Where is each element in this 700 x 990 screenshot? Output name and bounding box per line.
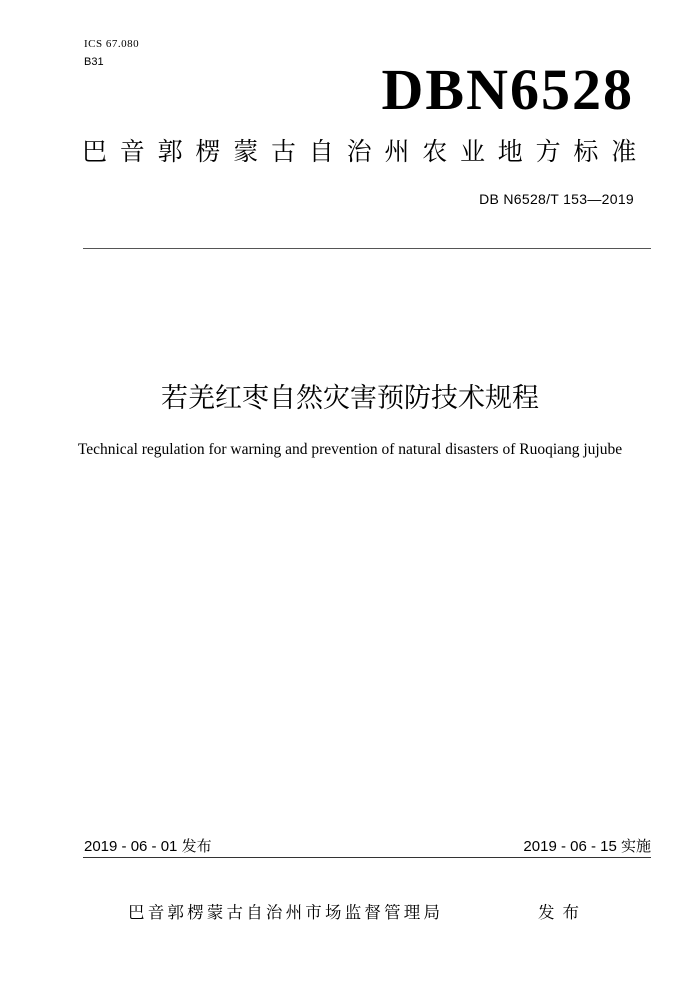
header-divider xyxy=(83,248,651,249)
implementation-date: 2019 - 06 - 15 实施 xyxy=(523,838,651,855)
standard-code: DB N6528/T 153—2019 xyxy=(479,191,634,207)
issuer-name-cn: 巴音郭楞蒙古自治州农业地方标准 xyxy=(82,137,650,166)
ccs-code: B31 xyxy=(84,56,104,68)
footer-divider xyxy=(83,857,651,858)
document-title-cn: 若羌红枣自然灾害预防技术规程 xyxy=(161,383,539,414)
publisher-action: 发布 xyxy=(538,903,587,922)
publisher-name: 巴音郭楞蒙古自治州市场监督管理局 xyxy=(128,903,444,922)
standard-logo: DBN6528 xyxy=(381,57,634,122)
document-title-en: Technical regulation for warning and prevention of natural disasters of Ruoqiang jujube xyxy=(77,441,623,458)
ics-code: ICS 67.080 xyxy=(84,38,140,50)
release-date: 2019 - 06 - 01 发布 xyxy=(84,838,212,855)
